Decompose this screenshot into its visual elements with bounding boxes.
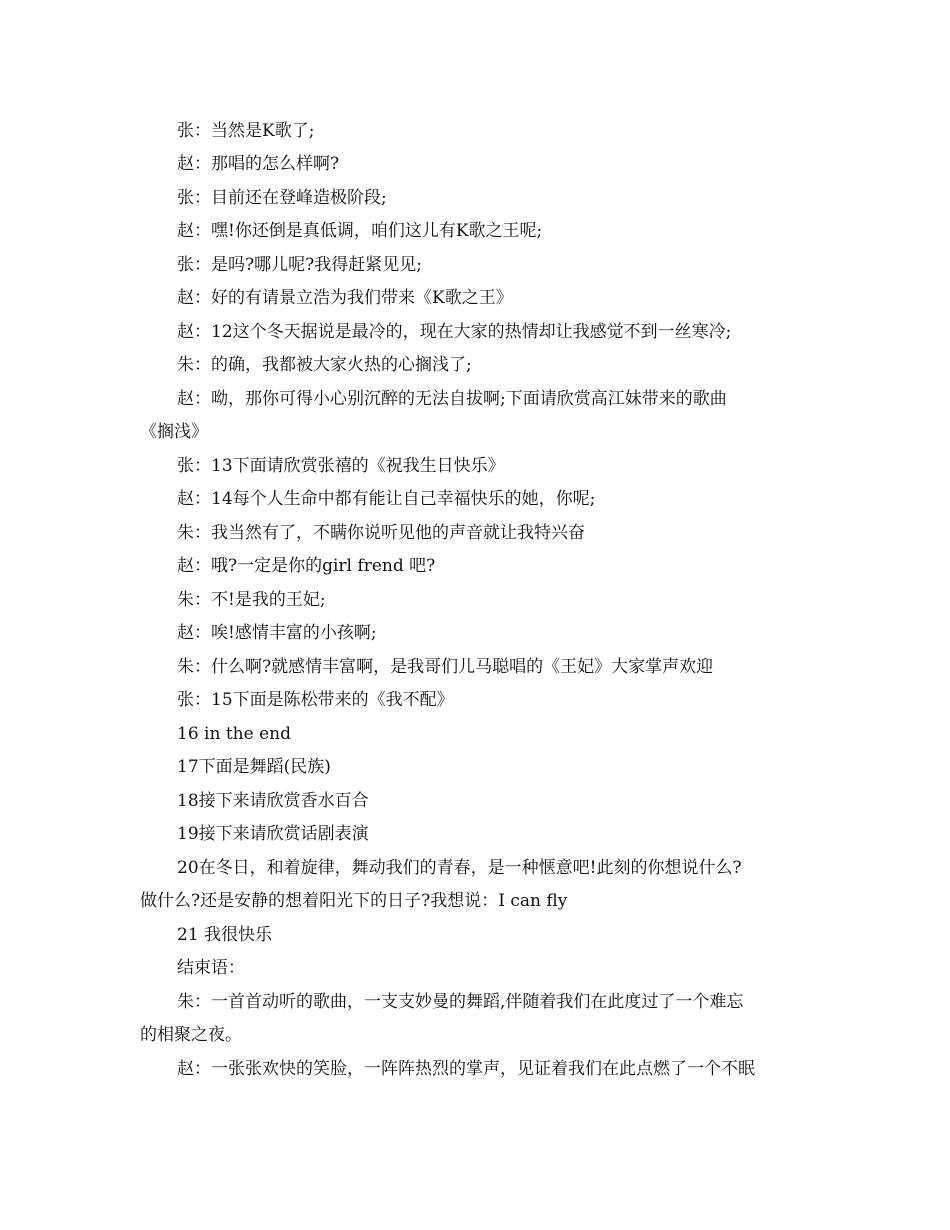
closing-line-continued: 的相聚之夜。	[140, 1025, 242, 1045]
program-item: 20在冬日，和着旋律，舞动我们的青春，是一种惬意吧!此刻的你想说什么?	[177, 858, 742, 878]
program-item: 18接下来请欣赏香水百合	[177, 791, 369, 811]
dialogue-line: 张：是吗?哪儿呢?我得赶紧见见;	[177, 255, 422, 275]
program-item-continued: 做什么?还是安静的想着阳光下的日子?我想说：I can fly	[140, 891, 568, 911]
dialogue-line: 朱：什么啊?就感情丰富啊，是我哥们儿马聪唱的《王妃》大家掌声欢迎	[177, 657, 714, 677]
closing-heading: 结束语：	[177, 958, 245, 978]
program-item: 17下面是舞蹈(民族)	[177, 757, 331, 777]
dialogue-line: 赵：哦?一定是你的girl frend 吧?	[177, 556, 436, 576]
dialogue-line: 朱：的确，我都被大家火热的心搁浅了;	[177, 355, 472, 375]
closing-line: 赵：一张张欢快的笑脸，一阵阵热烈的掌声，见证着我们在此点燃了一个不眠	[177, 1059, 755, 1079]
dialogue-line: 张：13下面请欣赏张禧的《祝我生日快乐》	[177, 456, 505, 476]
closing-line: 朱：一首首动听的歌曲，一支支妙曼的舞蹈,伴随着我们在此度过了一个难忘	[177, 992, 744, 1012]
dialogue-line-continued: 《搁浅》	[140, 422, 208, 442]
dialogue-line: 赵：好的有请景立浩为我们带来《K歌之王》	[177, 288, 513, 308]
program-item: 19接下来请欣赏话剧表演	[177, 824, 369, 844]
dialogue-line: 朱：我当然有了，不瞒你说听见他的声音就让我特兴奋	[177, 523, 585, 543]
dialogue-line: 赵：14每个人生命中都有能让自己幸福快乐的她，你呢;	[177, 489, 596, 509]
dialogue-line: 张：目前还在登峰造极阶段;	[177, 188, 387, 208]
program-item: 21 我很快乐	[177, 925, 273, 945]
dialogue-line: 张：当然是K歌了;	[177, 121, 315, 141]
dialogue-line: 赵：12这个冬天据说是最冷的，现在大家的热情却让我感觉不到一丝寒冷;	[177, 322, 732, 342]
dialogue-line: 赵：唉!感情丰富的小孩啊;	[177, 623, 377, 643]
dialogue-line: 赵：呦，那你可得小心别沉醉的无法自拔啊;下面请欣赏高江妹带来的歌曲	[177, 389, 727, 409]
dialogue-line: 赵：嘿!你还倒是真低调，咱们这儿有K歌之王呢;	[177, 221, 543, 241]
program-item: 16 in the end	[177, 724, 291, 744]
dialogue-line: 张：15下面是陈松带来的《我不配》	[177, 690, 454, 710]
dialogue-line: 朱：不!是我的王妃;	[177, 590, 326, 610]
dialogue-line: 赵：那唱的怎么样啊?	[177, 154, 340, 174]
